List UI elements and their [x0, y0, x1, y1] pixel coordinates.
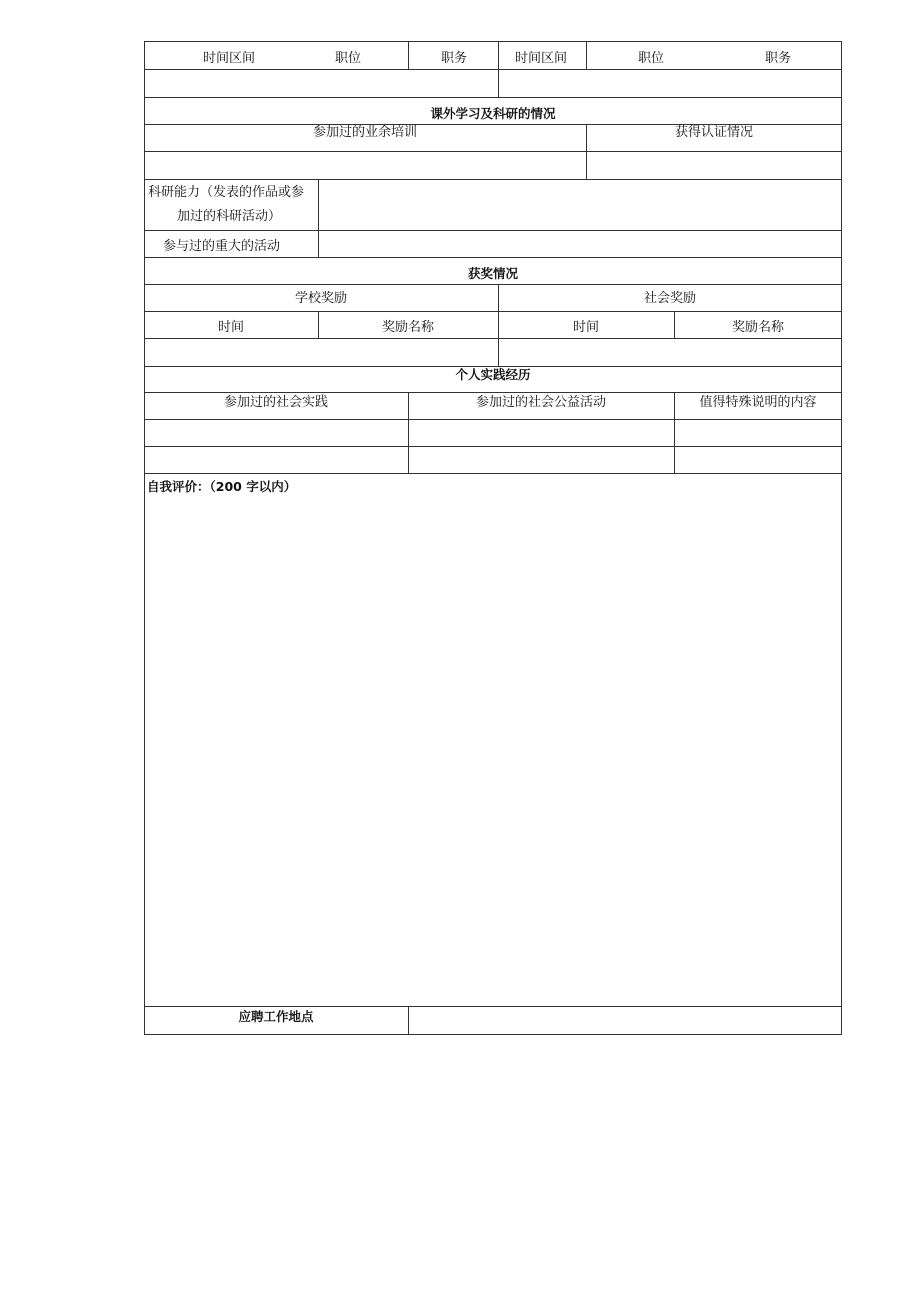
header-duty-1: 职务 [441, 51, 468, 66]
social-awards-field[interactable] [499, 339, 841, 365]
label-certification: 获得认证情况 [674, 125, 753, 140]
header-time-range-2: 时间区间 [515, 51, 568, 66]
school-awards-field[interactable] [145, 339, 497, 365]
label-research-line1: 科研能力（发表的作品或参 [148, 185, 305, 200]
section-title-awards: 获奖情况 [467, 266, 518, 281]
label-major-activities: 参与过的重大的活动 [163, 239, 281, 254]
section-title-practice: 个人实践经历 [455, 367, 531, 382]
certification-field[interactable] [587, 152, 841, 178]
major-activities-field[interactable] [319, 231, 841, 256]
label-award-time-1: 时间 [217, 320, 244, 335]
practice-row-1[interactable] [145, 420, 841, 446]
label-award-name-2: 奖励名称 [731, 320, 784, 335]
work-location-field[interactable] [409, 1007, 841, 1034]
label-special-notes: 值得特殊说明的内容 [699, 395, 817, 410]
label-work-location: 应聘工作地点 [238, 1009, 314, 1024]
header-time-range-1: 时间区间 [203, 51, 256, 66]
practice-row-2[interactable] [145, 447, 841, 472]
job-history-entry-left[interactable] [145, 70, 497, 96]
header-position-1: 职位 [335, 51, 362, 66]
label-award-name-1: 奖励名称 [381, 320, 434, 335]
label-public-welfare: 参加过的社会公益活动 [475, 395, 606, 410]
header-duty-2: 职务 [765, 51, 792, 66]
label-social-practice: 参加过的社会实践 [223, 395, 328, 410]
label-school-awards: 学校奖励 [294, 291, 347, 306]
section-title-extracurricular: 课外学习及科研的情况 [430, 106, 556, 121]
label-training: 参加过的业余培训 [312, 125, 417, 140]
label-self-evaluation: 自我评价：（200 字以内） [147, 479, 297, 494]
label-award-time-2: 时间 [572, 320, 599, 335]
header-position-2: 职位 [638, 51, 665, 66]
label-research-line2: 加过的科研活动） [177, 209, 282, 224]
research-field[interactable] [319, 180, 841, 229]
self-evaluation-field[interactable] [145, 498, 841, 1005]
label-social-awards: 社会奖励 [643, 291, 696, 306]
job-history-entry-right[interactable] [499, 70, 841, 96]
training-field[interactable] [145, 152, 585, 178]
